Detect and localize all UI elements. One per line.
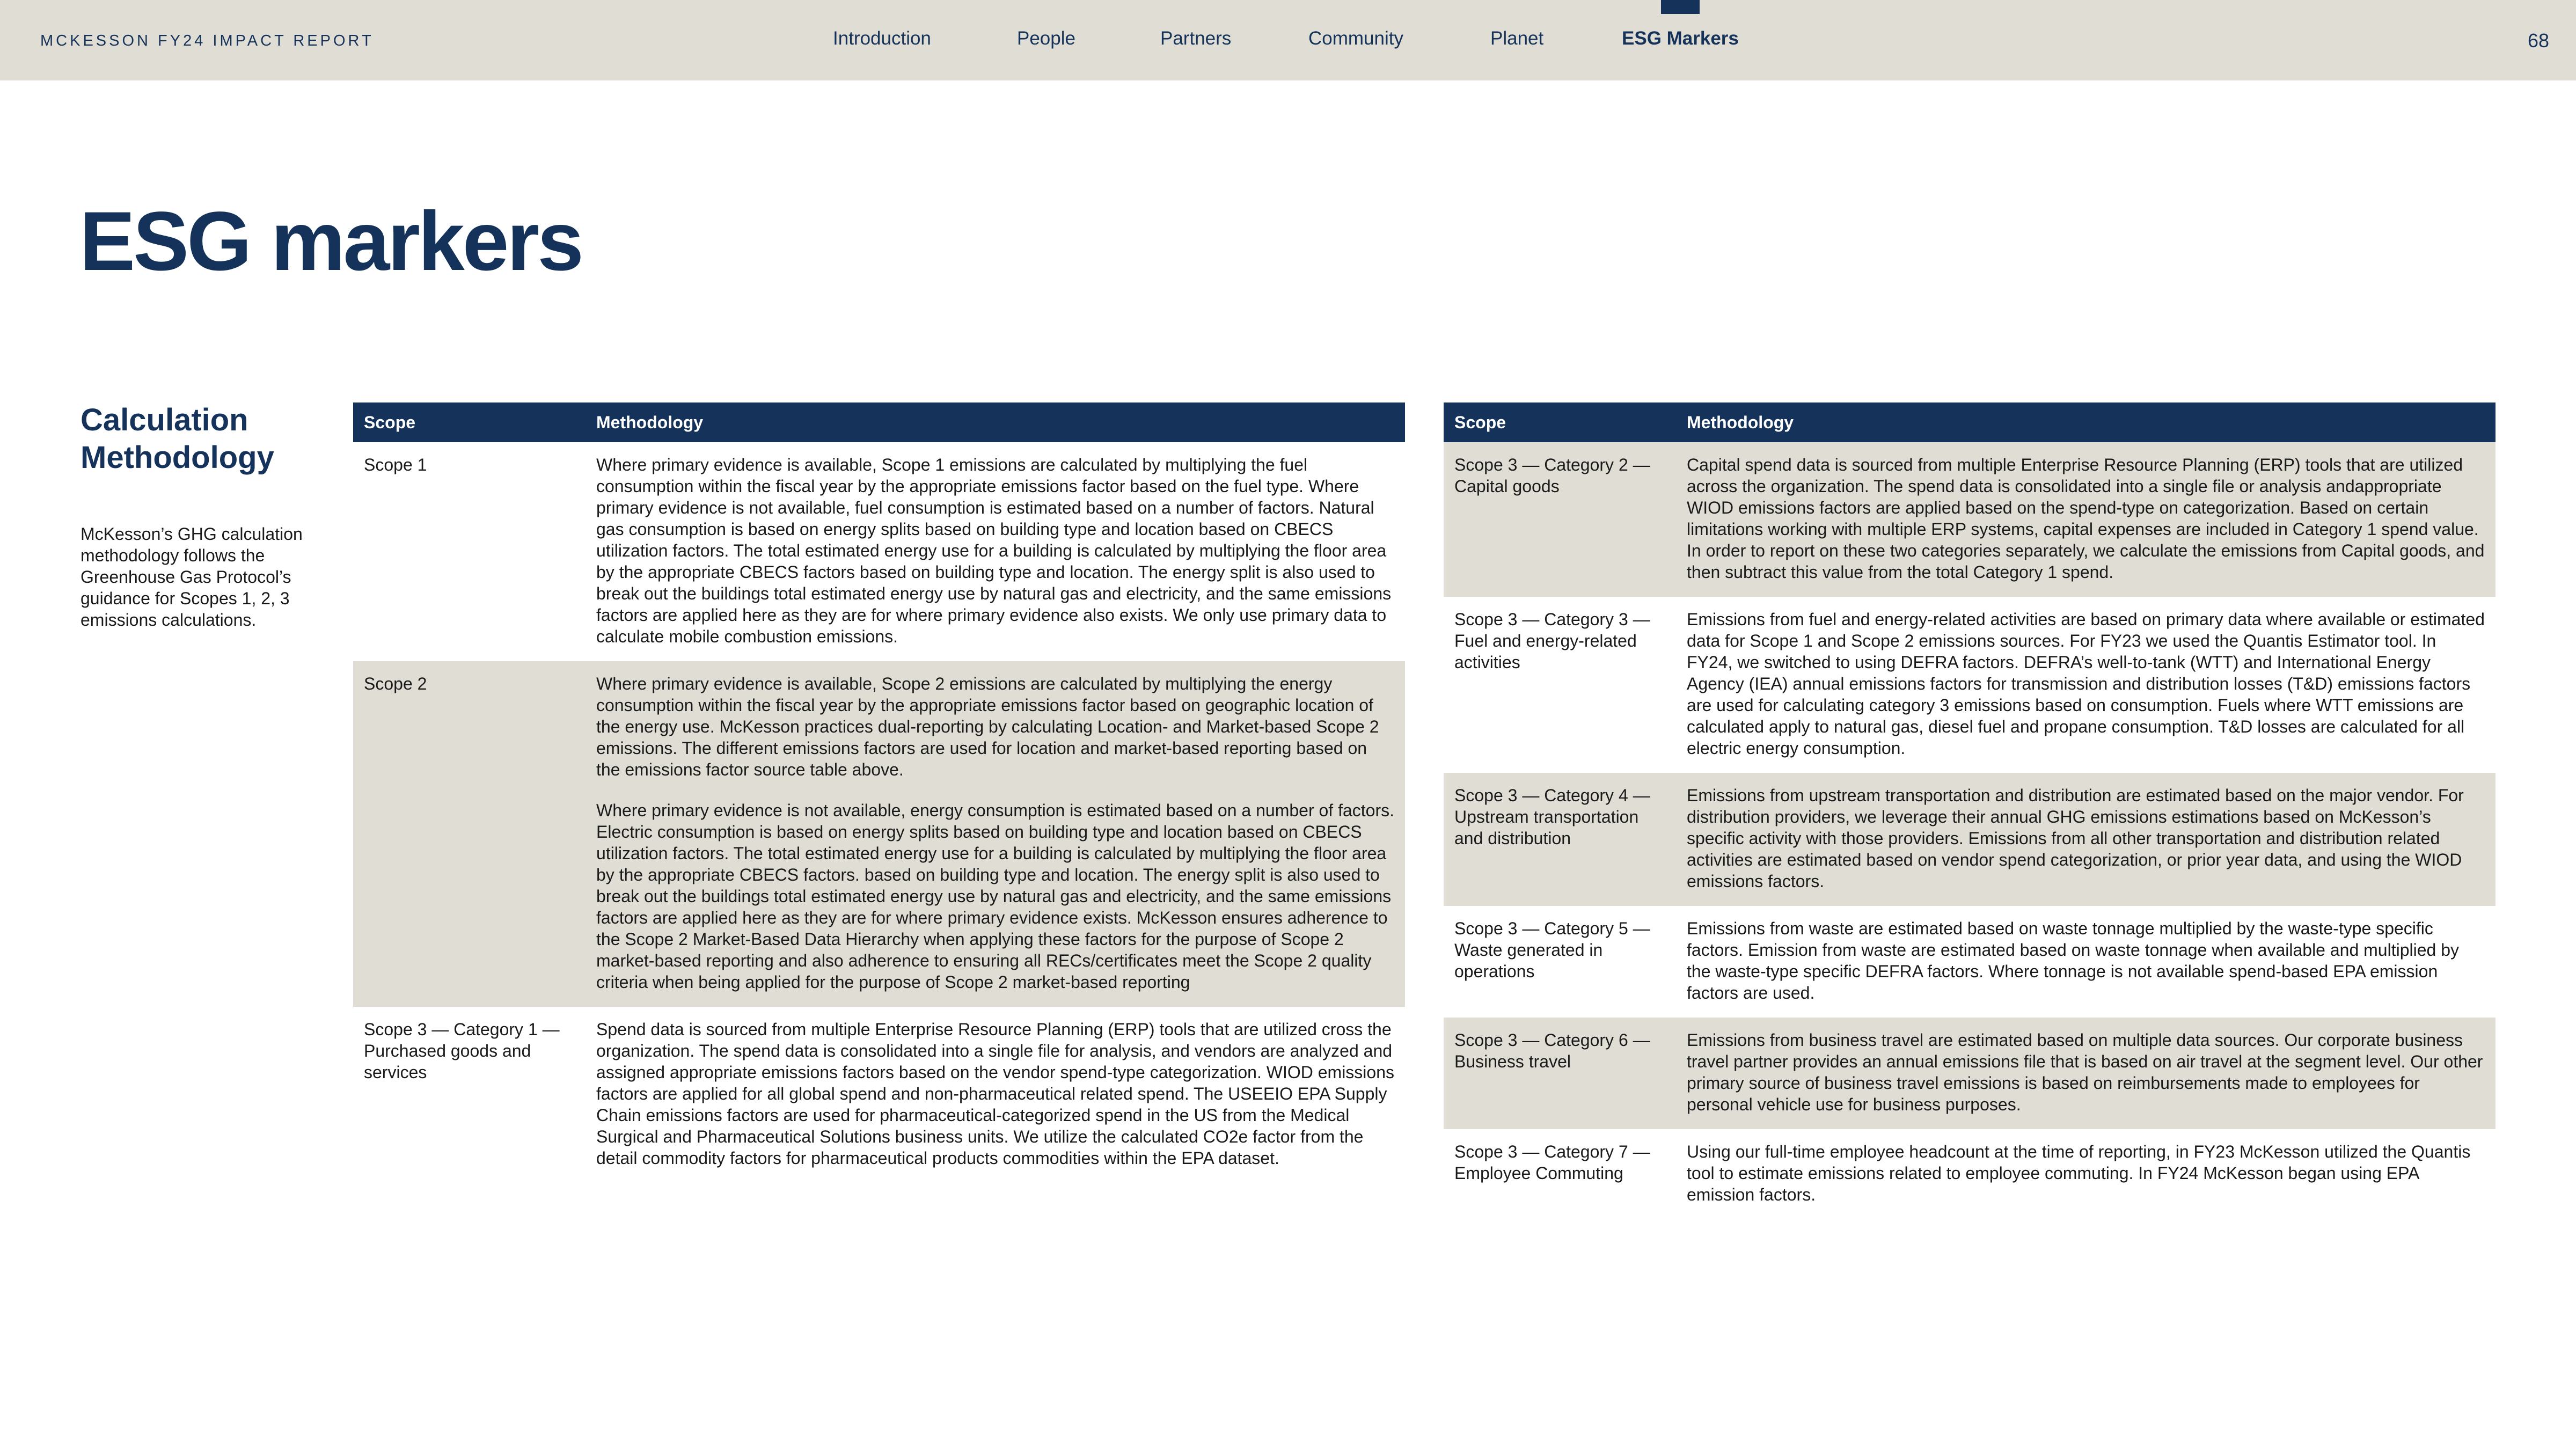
scope-cell: Scope 3 — Category 2 — Capital goods	[1444, 442, 1676, 597]
column-header-scope: Scope	[1444, 402, 1676, 442]
page-number: 68	[2527, 30, 2549, 52]
methodology-paragraph: Emissions from upstream transportation and distribution are estimated based on the major vendor. For distribution providers, we leverage their annual GHG emissions estimations based on McKesson’s specific activity with those providers. Emissions from all other transportation and distribution related activities are estimated based on vendor spend categorization, or prior year data, and using the WIOD emissions factors.	[1687, 786, 2464, 891]
table-row	[1444, 597, 2496, 773]
nav-introduction[interactable]: Introduction	[833, 28, 931, 49]
table-header-row	[353, 402, 1405, 442]
methodology-paragraph: Where primary evidence is available, Scope 1 emissions are calculated by multiplying the fuel consumption within the fiscal year by the appropriate emissions factor based on the fuel type. Where primary evidence is not available, fuel consumption is estimated based on a number of factors. Natural gas consumption is based on energy splits based on building type and location based on CBECS utilization factors. The total estimated energy use for a building is calculated by multiplying the floor area by the appropriate CBECS factors based on building type and location. The energy split is also used to break out the buildings total estimated energy use by natural gas and electricity, and the same emissions factors are applied here as they are for where primary evidence also exists. We only use primary data to calculate mobile combustion emissions.	[596, 455, 1392, 646]
table-row	[353, 1007, 1405, 1183]
methodology-paragraph: Spend data is sourced from multiple Enterprise Resource Planning (ERP) tools that are utilized cross the organization. The spend data is consolidated into a single file for analysis, and vendors are analyzed and assigned appropriate emissions factors based on the vendor spend-type categorization. WIOD emissions factors are applied for all global spend and non-pharmaceutical related spend. The USEEIO EPA Supply Chain emissions factors are used for pharmaceutical-categorized spend in the US from the Medical Surgical and Pharmaceutical Solutions business units. We utilize the calculated CO2e factor from the detail commodity factors for pharmaceutical products commodities within the EPA dataset.	[596, 1020, 1394, 1168]
nav-planet[interactable]: Planet	[1490, 28, 1544, 49]
table-row	[1444, 773, 2496, 906]
methodology-cell	[586, 1007, 1405, 1183]
table-row	[1444, 1018, 2496, 1129]
methodology-cell	[586, 661, 1405, 1007]
methodology-table-right	[1444, 402, 2496, 1219]
methodology-cell	[586, 442, 1405, 661]
methodology-cell	[1676, 442, 2496, 597]
active-nav-marker	[1661, 0, 1700, 14]
scope-cell: Scope 3 — Category 5 — Waste generated in operations	[1454, 919, 1650, 981]
methodology-table-left	[353, 402, 1405, 1183]
methodology-paragraph: Using our full-time employee headcount at the time of reporting, in FY23 McKesson utilized the Quantis tool to estimate emissions related to employee commuting. In FY24 McKesson began using EPA emission factors.	[1687, 1142, 2471, 1204]
methodology-paragraph: Emissions from business travel are estimated based on multiple data sources. Our corporate business travel partner provides an annual emissions file that is based on air travel at the segment level. Our other primary source of business travel emissions is based on reimbursements made to employees for personal vehicle use for business purposes.	[1687, 1030, 2483, 1114]
scope-cell: Scope 2	[353, 661, 586, 1007]
section-heading-line2: Methodology	[80, 440, 274, 475]
methodology-cell	[1676, 1129, 2496, 1219]
table-row	[353, 661, 1405, 1007]
nav-partners[interactable]: Partners	[1160, 28, 1232, 49]
scope-cell: Scope 3 — Category 4 — Upstream transportation and distribution	[1444, 773, 1676, 906]
nav-esg-markers[interactable]: ESG Markers	[1622, 28, 1739, 49]
methodology-paragraph: Where primary evidence is not available, energy consumption is estimated based on a number of factors. Electric consumption is based on energy splits based on building type and location based on CBECS utilization factors. The total estimated energy use for a building is calculated by multiplying the floor area by the appropriate CBECS factors. based on building type and location. The energy split is also used to break out the buildings total estimated energy use by natural gas and electricity, and the same emissions factors are applied here as they are for where primary evidence exists. McKesson ensures adherence to the Scope 2 Market-Based Data Hierarchy when applying these factors for the purpose of Scope 2 market-based reporting and also adherence to ensuring all RECs/certificates meet the Scope 2 quality criteria when being applied for the purpose of Scope 2 market-based reporting	[596, 801, 1394, 992]
nav-community[interactable]: Community	[1308, 28, 1403, 49]
top-nav-bar	[0, 0, 2576, 80]
methodology-cell	[1676, 597, 2496, 773]
column-header-methodology: Methodology	[586, 402, 1405, 442]
scope-cell: Scope 1	[364, 455, 427, 474]
column-header-methodology: Methodology	[1676, 402, 2496, 442]
methodology-cell	[1676, 773, 2496, 906]
methodology-paragraph: Emissions from waste are estimated based on waste tonnage multiplied by the waste-type specific factors. Emission from waste are estimated based on waste tonnage when available and multiplied by the waste-type specific DEFRA factors. Where tonnage is not available spend-based EPA emission factors are used.	[1687, 919, 2459, 1002]
methodology-cell	[1676, 906, 2496, 1018]
scope-cell: Scope 3 — Category 6 — Business travel	[1444, 1018, 1676, 1129]
table-row	[1444, 442, 2496, 597]
section-description: McKesson’s GHG calculation methodology follows the Greenhouse Gas Protocol’s guidance for Scopes 1, 2, 3 emissions calculations.	[80, 524, 303, 630]
methodology-paragraph: Emissions from fuel and energy-related activities are based on primary data where available or estimated data for Scope 1 and Scope 2 emissions sources. For FY23 we used the Quantis Estimator tool. In FY24, we switched to using DEFRA factors. DEFRA’s well-to-tank (WTT) and International Energy Agency (IEA) annual emissions factors for transmission and distribution losses (T&D) emissions factors are used for calculating category 3 emissions based on consumption. Fuels where WTT emissions are calculated apply to natural gas, diesel fuel and propane consumption. T&D losses are calculated for all electric energy consumption.	[1687, 610, 2485, 758]
methodology-paragraph: Where primary evidence is available, Scope 2 emissions are calculated by multiplying the energy consumption within the fiscal year by the appropriate emissions factor based on geographic location of the energy use. McKesson practices dual-reporting by calculating Location- and Market-based Scope 2 emissions. The different emissions factors are used for location and market-based reporting based on the emissions factor source table above.	[596, 674, 1379, 779]
scope-cell: Scope 3 — Category 3 — Fuel and energy-related activities	[1454, 610, 1650, 672]
table-row	[1444, 1129, 2496, 1219]
nav-people[interactable]: People	[1017, 28, 1075, 49]
table-row	[1444, 906, 2496, 1018]
table-header-row	[1444, 402, 2496, 442]
page-title: ESG markers	[79, 195, 582, 288]
column-header-scope: Scope	[353, 402, 586, 442]
scope-cell: Scope 3 — Category 7 — Employee Commuting	[1454, 1142, 1650, 1183]
methodology-paragraph: Capital spend data is sourced from multiple Enterprise Resource Planning (ERP) tools that are utilized across the organization. The spend data is consolidated into a single file or analysis andappropriate WIOD emissions factors are applied based on the spend-type on categorization. Based on certain limitations working with multiple ERP systems, capital expenses are included in Category 1 spend value. In order to report on these two categories separately, we calculate the emissions from Capital goods, and then subtract this value from the total Category 1 spend.	[1687, 455, 2485, 582]
section-heading-line1: Calculation	[80, 402, 248, 437]
table-row	[353, 442, 1405, 661]
methodology-cell	[1676, 1018, 2496, 1129]
section-heading	[80, 401, 333, 477]
scope-cell: Scope 3 — Category 1 — Purchased goods and services	[364, 1020, 560, 1082]
report-brand: MCKESSON FY24 IMPACT REPORT	[40, 32, 374, 49]
